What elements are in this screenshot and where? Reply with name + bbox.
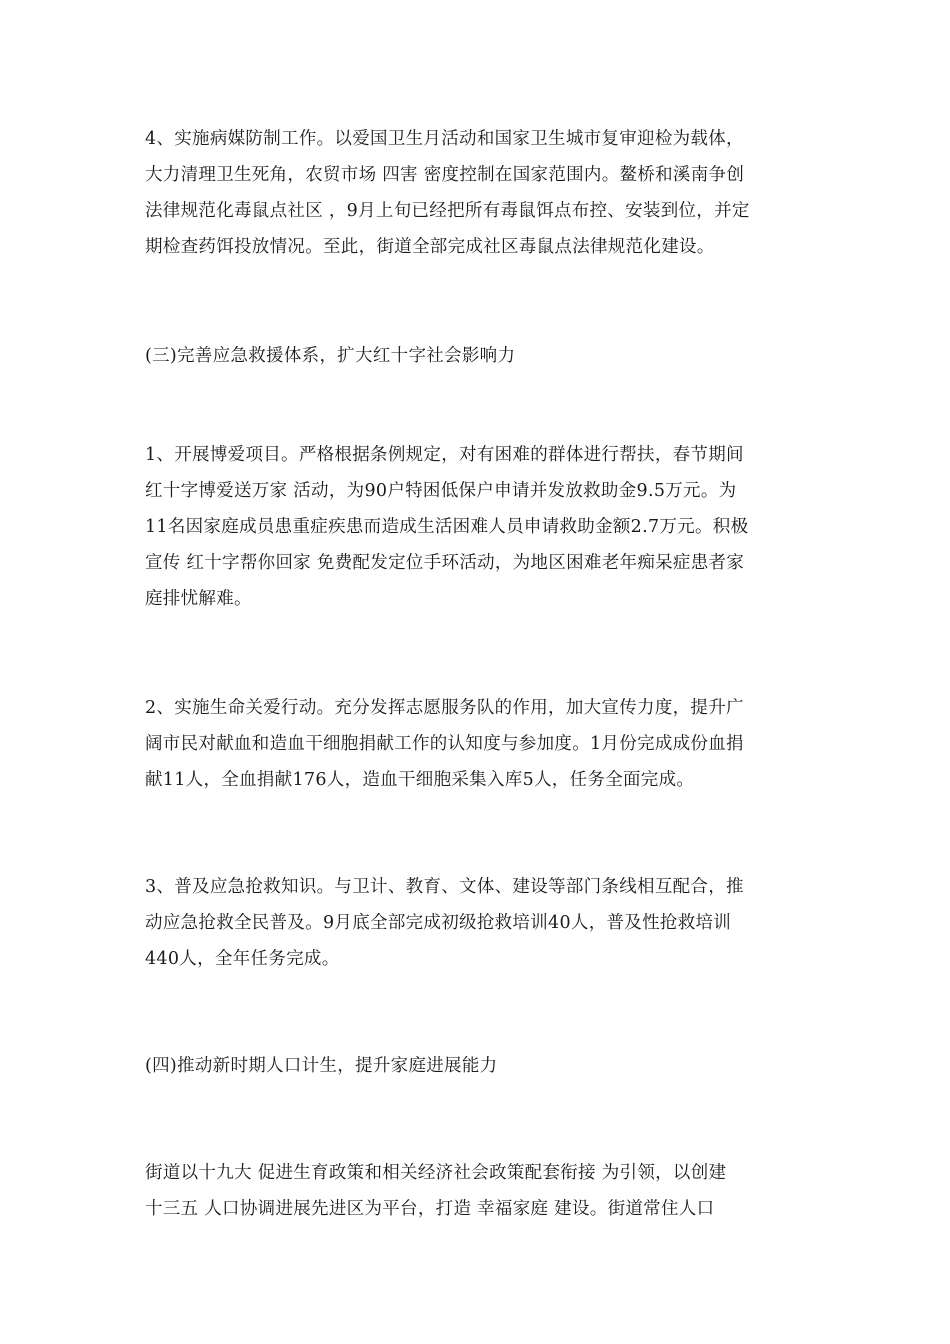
- paragraph-life-care: [145, 690, 815, 798]
- text-line: 红十字博爱送万家 活动，为90户特困低保户申请并发放救助金9.5万元。为: [145, 481, 737, 501]
- text-line: 11名因家庭成员患重症疾患而造成生活困难人员申请救助金额2.7万元。积极: [145, 517, 749, 537]
- text-line: 大力清理卫生死角，农贸市场 四害 密度控制在国家范围内。鳌桥和溪南争创: [145, 165, 745, 185]
- text-line: 十三五 人口协调进展先进区为平台，打造 幸福家庭 建设。街道常住人口: [145, 1199, 715, 1219]
- text-line: 阔市民对献血和造血干细胞捐献工作的认知度与参加度。1月份完成成份血捐: [145, 734, 744, 754]
- text-line: 440人，全年任务完成。: [145, 949, 340, 969]
- text-line: 庭排忧解难。: [145, 589, 252, 609]
- paragraph-charity-project: [145, 437, 815, 617]
- text-line: 3、普及应急抢救知识。与卫计、教育、文体、建设等部门条线相互配合，推: [145, 877, 744, 897]
- text-line: (三)完善应急救援体系，扩大红十字社会影响力: [145, 346, 516, 366]
- paragraph-vector-control: [145, 121, 815, 265]
- text-line: 1、开展博爱项目。严格根据条例规定，对有困难的群体进行帮扶，春节期间: [145, 445, 744, 465]
- text-line: 街道以十九大 促进生育政策和相关经济社会政策配套衔接 为引领，以创建: [145, 1163, 727, 1183]
- text-line: 期检查药饵投放情况。至此，街道全部完成社区毒鼠点法律规范化建设。: [145, 237, 715, 257]
- text-line: 法律规范化毒鼠点社区 ，9月上旬已经把所有毒鼠饵点布控、安装到位，并定: [145, 201, 750, 221]
- text-line: 4、实施病媒防制工作。以爱国卫生月活动和国家卫生城市复审迎检为载体，: [145, 129, 744, 149]
- text-line: (四)推动新时期人口计生，提升家庭进展能力: [145, 1056, 498, 1076]
- section-heading-population: [145, 1048, 815, 1084]
- section-heading-emergency-rescue: [145, 338, 815, 374]
- paragraph-population-planning: [145, 1155, 815, 1227]
- paragraph-first-aid: [145, 869, 815, 977]
- text-line: 献11人，全血捐献176人，造血干细胞采集入库5人，任务全面完成。: [145, 770, 695, 790]
- text-line: 动应急抢救全民普及。9月底全部完成初级抢救培训40人，普及性抢救培训: [145, 913, 732, 933]
- text-line: 宣传 红十字帮你回家 免费配发定位手环活动，为地区困难老年痴呆症患者家: [145, 553, 745, 573]
- text-line: 2、实施生命关爱行动。充分发挥志愿服务队的作用，加大宣传力度，提升广: [145, 698, 744, 718]
